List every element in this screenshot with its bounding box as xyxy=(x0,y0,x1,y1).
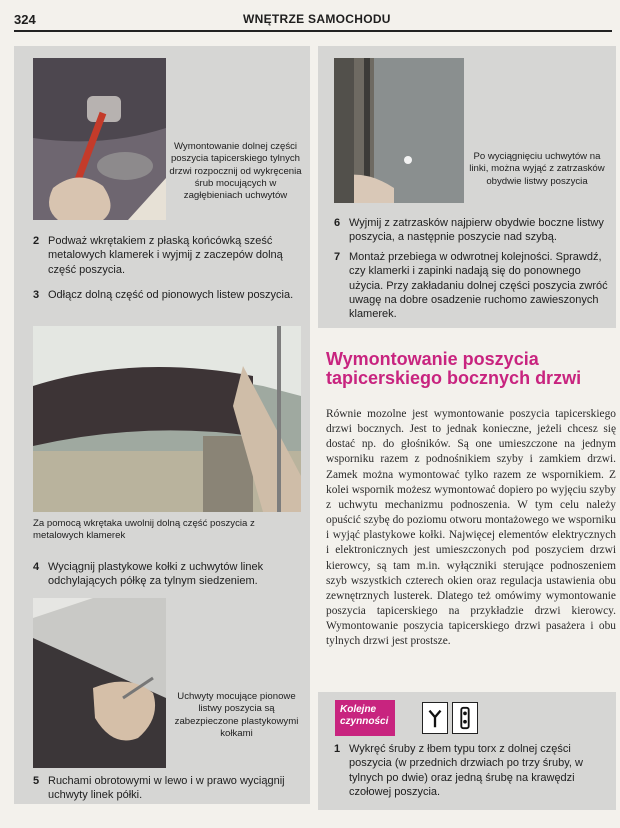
photo-tailgate-panel xyxy=(33,326,301,512)
step-4 xyxy=(33,560,303,589)
step-1 xyxy=(334,742,606,799)
step-7-text: Montaż przebiega w odwrotnej kolejności. Sprawdź, czy klamerki i zapinki nadają się do ponownego użycia. Przy zakładaniu dolnej części poszycia zwróć uwagę na dobre osadzenie ruchomo zawieszonych klamerek. xyxy=(349,251,608,321)
caption-photo-4: Po wyciągnięciu uchwytów na linki, można wyjąć z zatrzasków obydwie listwy poszycia xyxy=(469,151,605,187)
section-body-text: Równie mozolne jest wymontowanie poszycia tapicerskiego drzwi bocznych. Jest to jednak konieczne, jeżeli chcesz się dostać np. do głośników. Są one umieszczone na jednym wsporniku razem z podnośnikiem szyby i zamkiem drzwi. Zamek można wymontować tylko razem ze wspornikiem. Z kolei wspornik możesz wymontować dopiero po wyjęciu szyby z uchwytu mechanizmu podnoszenia. W tym celu należy opuścić szybę do poziomu otworu montażowego we wsporniku i wyjąć plastykowe kołki. Najwięcej elementów elektrycznych i elektronicznych jest umieszczonych pod poszyciem drzwi kierowcy, są tam m.in. wyłączniki sterujące podnoszeniem szyb wszystkich czterech okien oraz regulacja ustawienia obu zewnętrznych lusterek. Dlatego też omówimy wymontowanie poszycia tapicerskiego na przykładzie drzwi kierowcy. Wymontowanie poszycia tapicerskiego drzwi pasażera i obu tylnych drzwi jest prostsze. xyxy=(326,408,616,648)
caption-photo-3: Uchwyty mocujące pionowe listwy poszycia są zabezpieczone plastykowymi kołkami xyxy=(174,691,299,739)
step-3 xyxy=(33,288,303,302)
caption-photo-1: Wymontowanie dolnej części poszycia tapicerskiego tylnych drzwi rozpocznij od wykręcenia śrub mocujących w zagłębieniach uchwytów xyxy=(169,141,302,202)
step-1-number: 1 xyxy=(334,743,341,755)
screwdriver-icon xyxy=(422,702,448,734)
photo-screw-removal xyxy=(33,58,166,220)
header-rule xyxy=(14,30,612,32)
steps-label-badge: Kolejne czynności xyxy=(335,700,395,736)
photo-plastic-pins xyxy=(33,598,166,768)
section-title: Wymontowanie poszycia tapicerskiego bocznych drzwi xyxy=(326,349,582,389)
step-3-number: 3 xyxy=(33,289,40,301)
chapter-title: WNĘTRZE SAMOCHODU xyxy=(243,12,391,26)
step-3-text: Odłącz dolną część od pionowych listew poszycia. xyxy=(48,289,294,301)
step-6-text: Wyjmij z zatrzasków najpierw obydwie boczne listwy poszycia, a następnie poszycie nad szybą. xyxy=(349,217,604,244)
step-6 xyxy=(334,216,608,245)
step-5-text: Ruchami obrotowymi w lewo i w prawo wyciągnij uchwyty linek półki. xyxy=(48,775,285,802)
torx-bit-icon xyxy=(452,702,478,734)
step-6-number: 6 xyxy=(334,217,341,229)
step-4-number: 4 xyxy=(33,561,40,573)
step-7 xyxy=(334,250,608,321)
step-2 xyxy=(33,234,303,277)
page-number: 324 xyxy=(14,12,36,27)
step-4-text: Wyciągnij plastykowe kołki z uchwytów linek odchylających półkę za tylnym siedzeniem. xyxy=(48,561,264,588)
step-2-text: Podważ wkrętakiem z płaską końcówką sześć metalowych klamerek i wyjmij z zaczepów dolną część poszycia. xyxy=(48,235,283,276)
caption-photo-2: Za pomocą wkrętaka uwolnij dolną część poszycia z metalowych klamerek xyxy=(33,518,255,542)
step-5-number: 5 xyxy=(33,775,40,787)
step-5 xyxy=(33,774,303,803)
step-2-number: 2 xyxy=(33,235,40,247)
step-1-text: Wykręć śruby z łbem typu torx z dolnej części poszycia (w przednich drzwiach po trzy śruby, w tylnych po dwie) oraz jedną śrubę na krawędzi czołowej poszycia. xyxy=(349,743,583,798)
photo-side-trim-strips xyxy=(334,58,464,203)
step-7-number: 7 xyxy=(334,251,341,263)
